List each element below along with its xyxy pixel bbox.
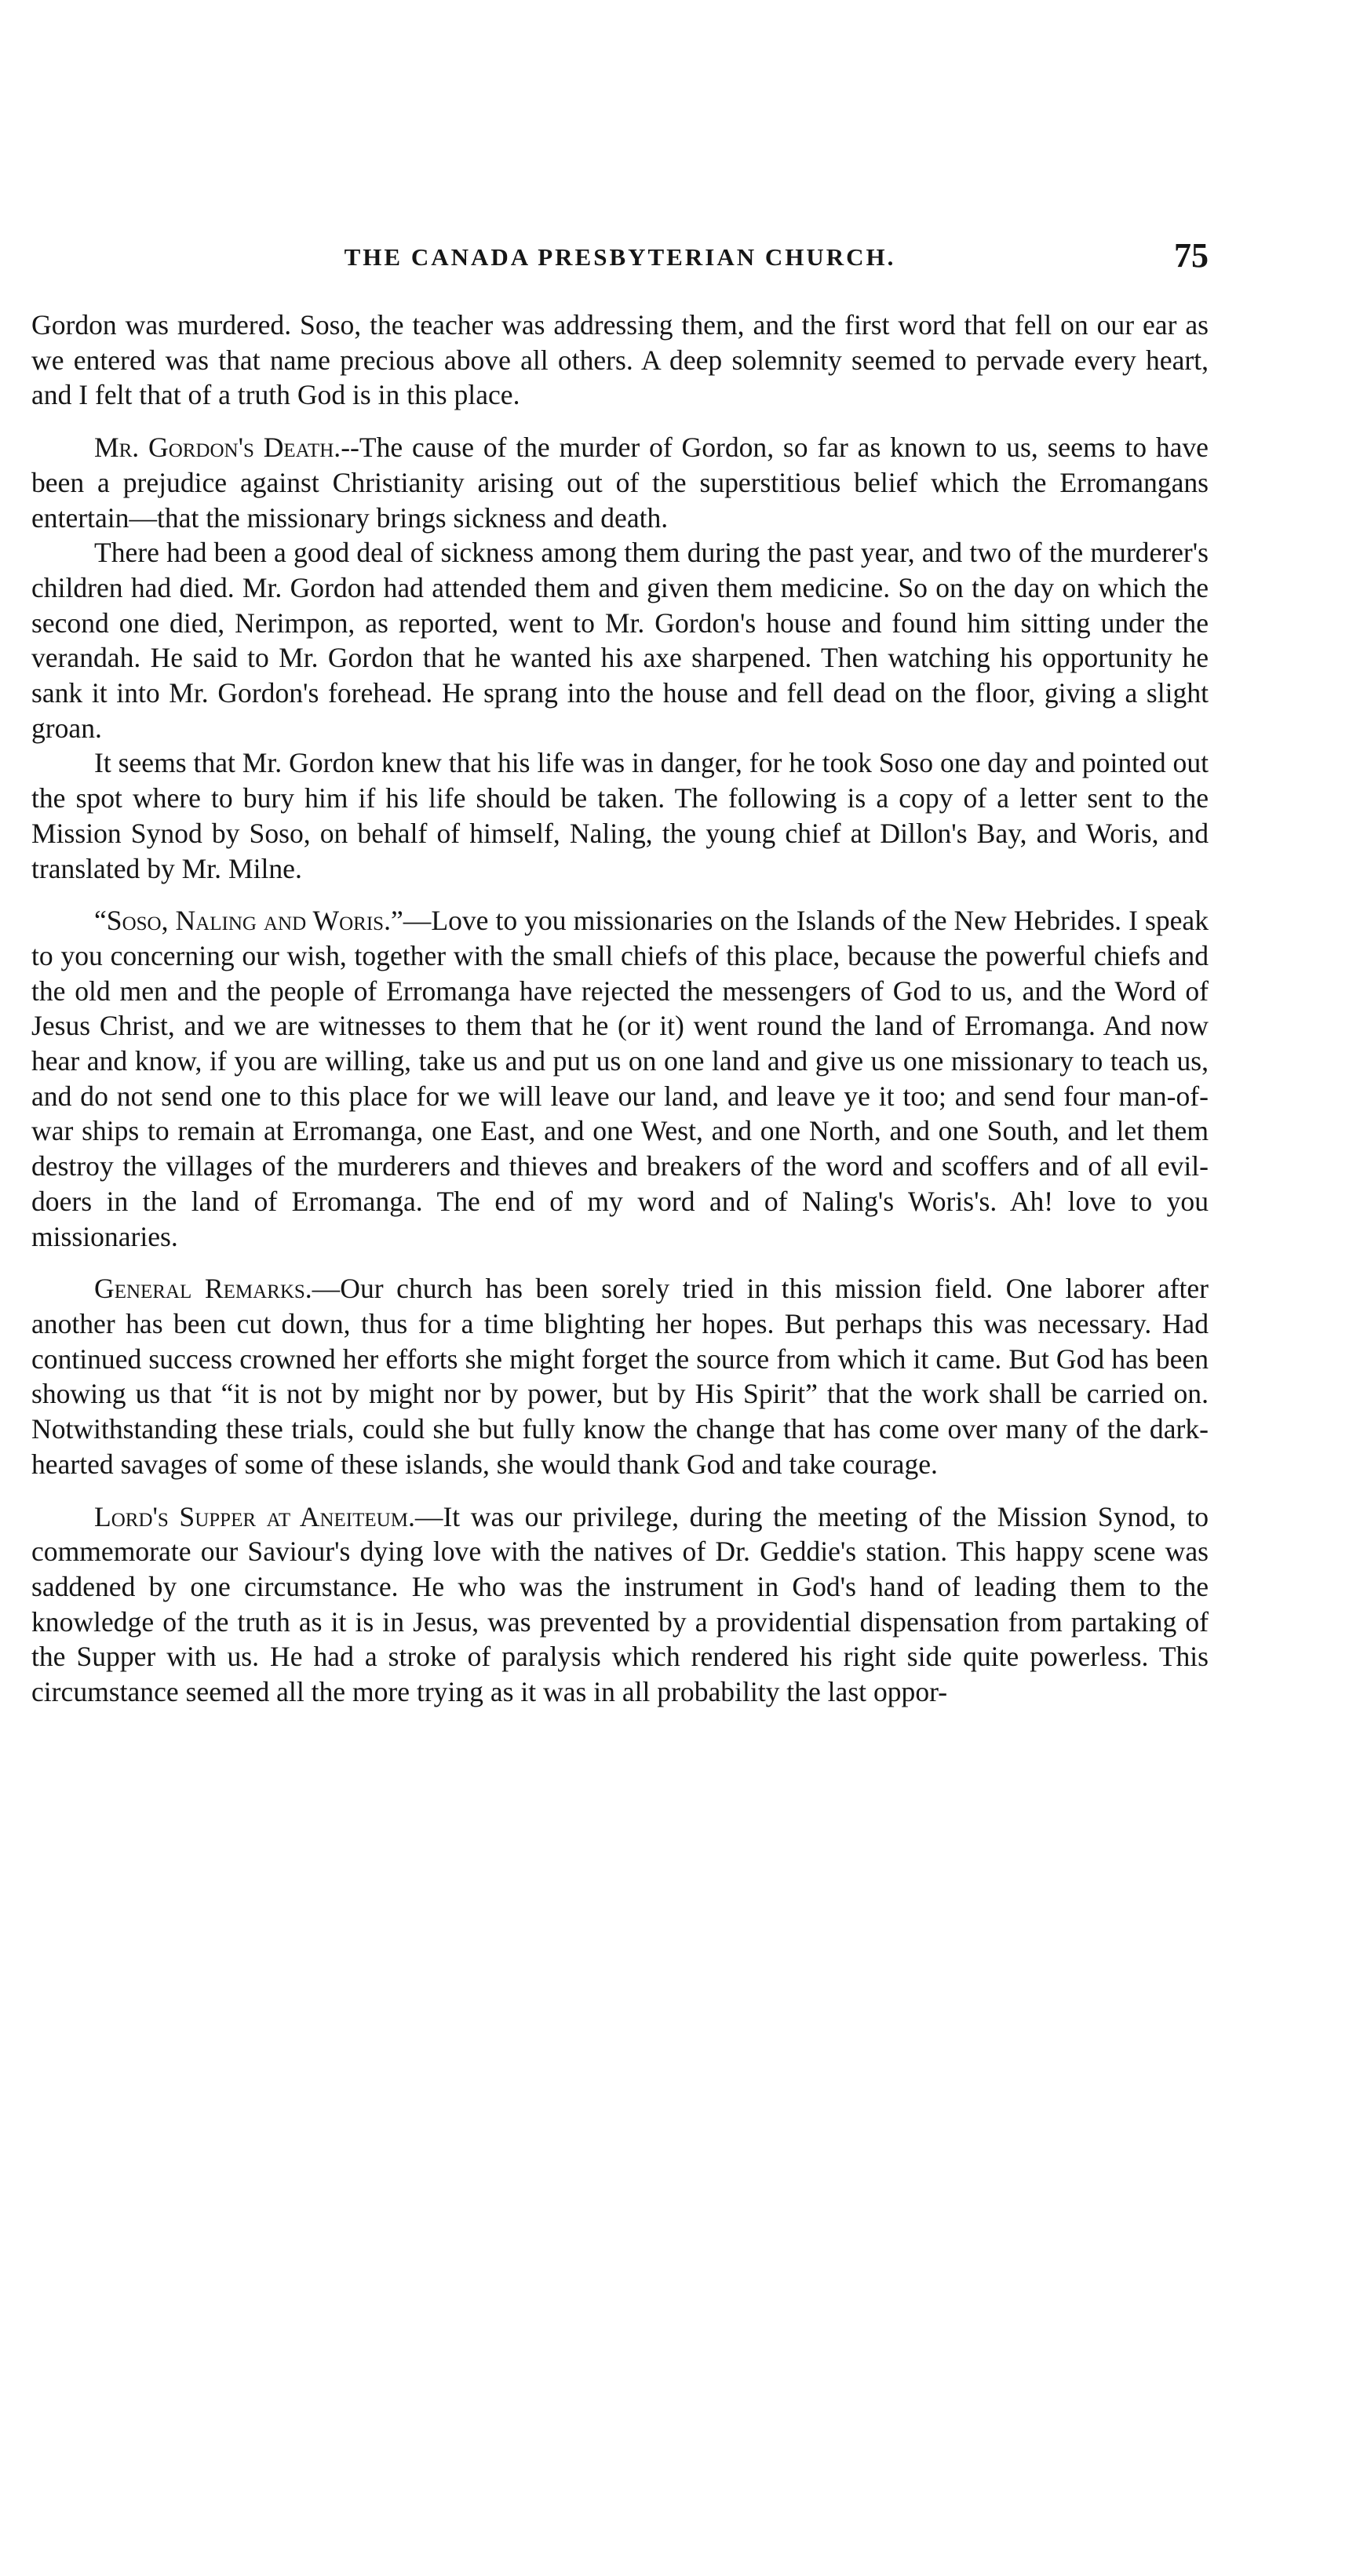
- paragraph-text: Gordon was murdered. Soso, the teacher was addressing them, and the first word that fell on our ear as we entered was that name precious above all others. A deep solemnity seemed to pervade every heart, and I felt that of a truth God is in this place.: [31, 309, 1209, 411]
- running-head: THE CANADA PRESBYTERIAN CHURCH.: [344, 243, 896, 271]
- paragraph-text: —Love to you missionaries on the Islands of the New Hebrides. I speak to you concerning our wish, together with the small chiefs of this place, because the powerful chiefs and the old men and the people of Erromanga have rejected the messengers of God to us, and the Word of Jesus Christ, and we are witnesses to them that he (or it) went round the land of Erromanga. And now hear and know, if you are willing, take us and put us on one land and give us one missionary to teach us, and do not send one to this place for we will leave our land, and leave ye it too; and send four man-of-war ships to remain at Erromanga, one East, and one West, and one North, and one South, and let them destroy the villages of the murderers and thieves and breakers of the word and scoffers and of all evil-doers in the land of Erromanga. The end of my word and of Naling's Woris's. Ah! love to you missionaries.: [31, 905, 1209, 1252]
- paragraph-text: --The cause of the murder of Gordon, so far as known to us, seems to have been a prejudice against Christianity arising out of the superstitious belief which the Erromangans entertain—that the missionary brings sickness and death.: [31, 432, 1209, 534]
- paragraph-text: There had been a good deal of sickness among them during the past year, and two of the murderer's children had died. Mr. Gordon had attended them and given them medicine. So on the day on which the second one died, Nerimpon, as reported, went to Mr. Gordon's house and found him sitting under the verandah. He said to Mr. Gordon that he wanted his axe sharpened. Then watching his opportunity he sank it into Mr. Gordon's forehead. He sprang into the house and fell dead on the floor, giving a slight groan.: [31, 537, 1209, 744]
- paragraph-text: —It was our privilege, during the meeting of the Mission Synod, to commemorate our Saviour's dying love with the natives of Dr. Geddie's station. This happy scene was saddened by one circumstance. He who was the instrument in God's hand of leading them to the knowledge of the truth as it is in Jesus, was prevented by a providential dispensation from partaking of the Supper with us. He had a stroke of paralysis which rendered his right side quite powerless. This circumstance seemed all the more trying as it was in all probability the last oppor-: [31, 1500, 1209, 1708]
- section-heading: Mr. Gordon's Death.: [94, 432, 341, 464]
- section-heading: General Remarks.: [94, 1273, 312, 1305]
- paragraph-letter: [31, 903, 1209, 1254]
- paragraph-gordon-murdered: [31, 308, 1209, 413]
- paragraph-lords-supper: [31, 1499, 1209, 1710]
- section-heading: “Soso, Naling and Woris.”: [94, 905, 403, 937]
- paragraph-text: —Our church has been sorely tried in this mission field. One laborer after another has been cut down, thus for a time blighting her hopes. But perhaps this was necessary. Had continued success crowned her efforts she might forget the source from which it came. But God has been showing us that “it is not by might nor by power, but by His Spirit” that the work shall be carried on. Notwithstanding these trials, could she but fully know the change that has come over many of the dark-hearted savages of some of these islands, she would thank God and take courage.: [31, 1273, 1209, 1480]
- body-text: [31, 308, 1209, 1710]
- paragraph-gordons-death: [31, 430, 1209, 535]
- page-number: 75: [1174, 236, 1209, 275]
- paragraph-letter-intro: [31, 745, 1209, 886]
- page-header: [31, 235, 1209, 282]
- section-heading: Lord's Supper at Aneiteum.: [94, 1500, 415, 1532]
- paragraph-sickness: [31, 535, 1209, 745]
- paragraph-text: It seems that Mr. Gordon knew that his life was in danger, for he took Soso one day and pointed out the spot where to bury him if his life should be taken. The following is a copy of a letter sent to the Mission Synod by Soso, on behalf of himself, Naling, the young chief at Dillon's Bay, and Woris, and translated by Mr. Milne.: [31, 747, 1209, 884]
- paragraph-general-remarks: [31, 1271, 1209, 1481]
